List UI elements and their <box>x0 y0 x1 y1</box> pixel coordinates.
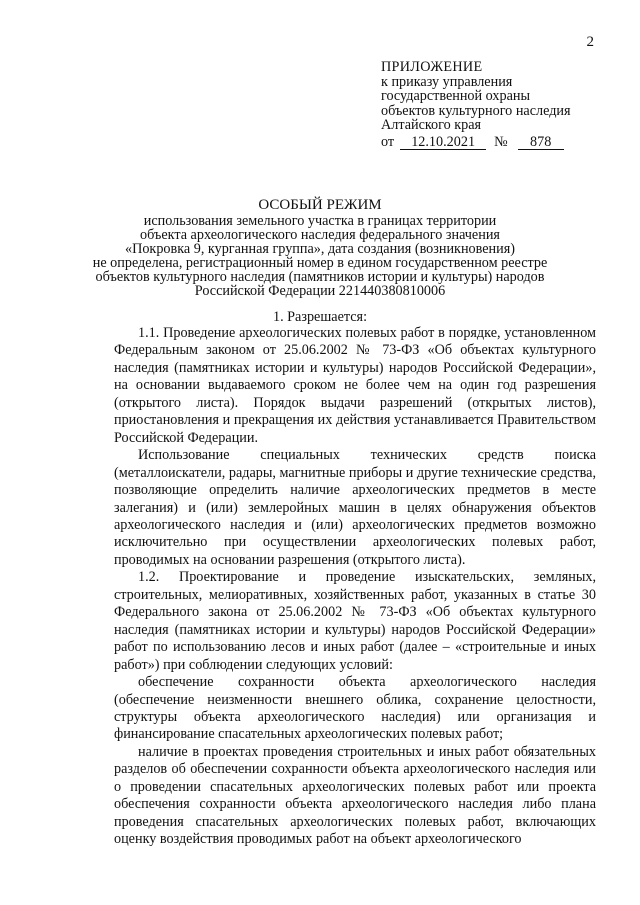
document-title: ОСОБЫЙ РЕЖИМ <box>258 197 382 213</box>
appendix-line: объектов культурного наследия <box>381 102 571 119</box>
order-date: 12.10.2021 <box>400 135 486 151</box>
appendix-block <box>381 60 621 150</box>
title-line: использования земельного участка в границах территории <box>143 213 497 229</box>
order-number: 878 <box>518 135 564 151</box>
section-heading: 1. Разрешается: <box>272 309 368 325</box>
number-sign: № <box>494 133 508 150</box>
order-date-number-row <box>381 135 621 151</box>
paragraph: обеспечение сохранности объекта археологического наследия (обеспечение неизменности внешнего облика, сохранение целостности, структуры объекта археологического наследия) или организация и финансирование спасательных археологических полевых работ; <box>114 674 596 743</box>
paragraph: 1.1. Проведение археологических полевых работ в порядке, установленном Федеральным законом от 25.06.2002 № 73-ФЗ «Об объектах культурного наследия (памятниках истории и культуры) народов Российской Федерации», на основании выдаваемого сроком не более чем на один год разрешения (открытого листа). Порядок выдачи разрешений (открытых листов), приостановления и прекращения их действия устанавливается Правительством Российской Федерации. <box>114 325 596 446</box>
paragraph: наличие в проектах проведения строительных и иных работ обязательных разделов об обеспечении сохранности объекта археологического наследия или о проведении спасательных археологических полевых работ или проекта обеспечения сохранности объекта археологического наследия либо плана проведения спасательных археологических полевых работ, включающих оценку воздействия проводимых работ на объект археологического <box>114 743 596 848</box>
paragraph: 1.2. Проектирование и проведение изыскательских, земляных, строительных, мелиоративных, хозяйственных работ, указанных в статье 30 Федерального закона от 25.06.2002 № 73-ФЗ «Об объектах культурного наследия (памятниках истории и культуры) народов Российской Федерации» работ по использованию лесов и иных работ (далее – «строительные и иных работ») при соблюдении следующих условий: <box>114 569 596 673</box>
appendix-heading: ПРИЛОЖЕНИЕ <box>381 59 483 75</box>
appendix-line: к приказу управления <box>381 73 513 90</box>
appendix-line: Алтайского края <box>381 117 482 133</box>
title-line: объекта археологического наследия федерального значения <box>140 227 500 244</box>
paragraph: Использование специальных технических средств поиска (металлоискатели, радары, магнитные приборы и другие технические средства, позволяющие определить наличие археологических предметов в месте залегания) и (или) землеройных машин в целях обнаружения объектов археологического наследия и (или) археологических предметов возможно исключительно при осуществлении археологических полевых работ, проводимых на основании разрешения (открытого листа). <box>114 447 596 568</box>
document-title-block <box>60 197 580 299</box>
document-body <box>114 325 596 849</box>
title-line: Российской Федерации 221440380810006 <box>194 283 446 300</box>
page-number: 2 <box>586 34 594 50</box>
title-line: объектов культурного наследия (памятников истории и культуры) народов <box>95 269 545 286</box>
appendix-line: государственной охраны <box>381 88 531 104</box>
title-line: «Покровка 9, курганная группа», дата создания (возникновения) <box>125 241 515 258</box>
date-prefix: от <box>381 133 395 150</box>
title-line: не определена, регистрационный номер в едином государственном реестре <box>92 255 548 272</box>
